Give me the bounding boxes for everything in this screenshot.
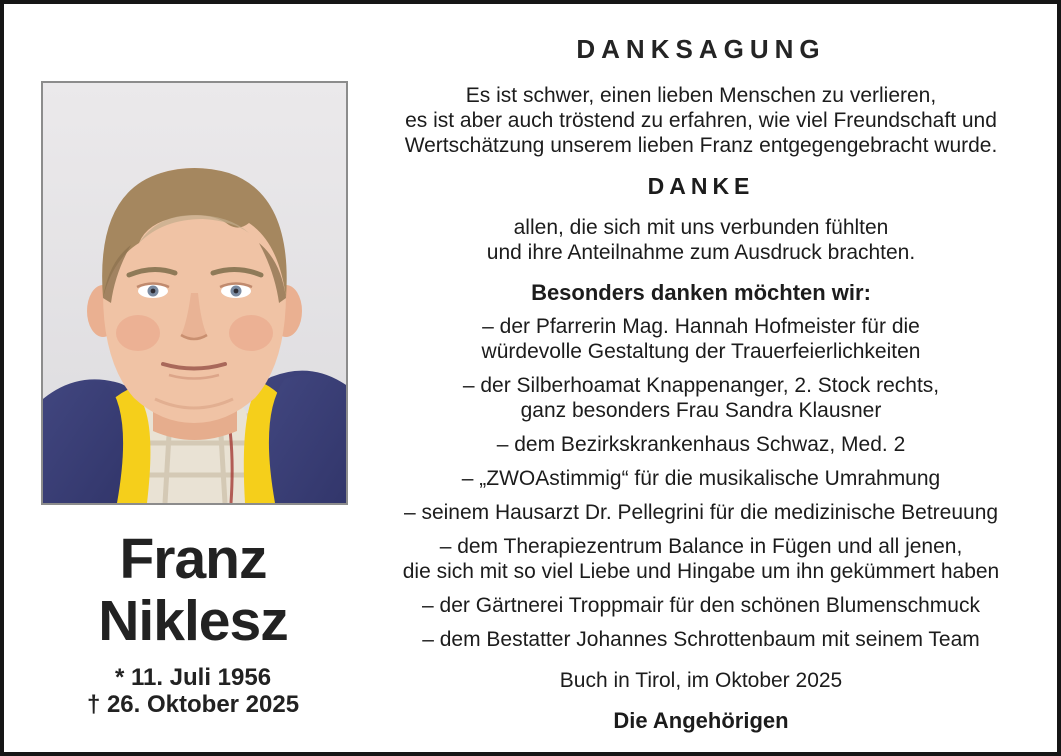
birth-date: * 11. Juli 1956 <box>114 664 272 691</box>
special-thanks-heading: Besonders danken möchten wir: <box>531 280 871 305</box>
thanks-item-line: – der Gärtnerei Troppmair für den schönen Blumenschmuck <box>422 594 980 617</box>
thanks-item-line: – der Silberhoamat Knappenanger, 2. Stock rechts, <box>462 374 940 397</box>
thanks-item <box>371 593 1031 618</box>
intro-line: es ist aber auch tröstend zu erfahren, wie viel Freundschaft und <box>405 109 997 132</box>
thanks-item-line: – „ZWOAstimmig“ für die musikalische Umrahmung <box>461 467 941 490</box>
intro-paragraph <box>371 83 1031 158</box>
thanks-item <box>371 432 1031 457</box>
thanks-item <box>371 627 1031 652</box>
danke-subheading: DANKE <box>647 173 755 199</box>
thanks-item-line: würdevolle Gestaltung der Trauerfeierlichkeiten <box>481 340 921 363</box>
thanks-item <box>371 500 1031 525</box>
signature: Die Angehörigen <box>613 708 789 733</box>
closing-place-date: Buch in Tirol, im Oktober 2025 <box>559 669 843 692</box>
thanks-item-line: die sich mit so viel Liebe und Hingabe um ihn gekümmert haben <box>402 560 1000 583</box>
thanks-item-line: – dem Bezirkskrankenhaus Schwaz, Med. 2 <box>496 433 906 456</box>
death-date: † 26. Oktober 2025 <box>86 691 300 718</box>
danke-line: allen, die sich mit uns verbunden fühlten <box>513 216 889 239</box>
thanks-item <box>371 373 1031 423</box>
thanks-item <box>371 466 1031 491</box>
intro-line: Es ist schwer, einen lieben Menschen zu verlieren, <box>465 84 937 107</box>
life-dates <box>12 664 374 718</box>
thanks-item <box>371 314 1031 364</box>
intro-line: Wertschätzung unserem lieben Franz entgegengebracht wurde. <box>404 134 998 157</box>
portrait-photo <box>41 81 348 505</box>
danksagung-heading: DANKSAGUNG <box>576 34 826 64</box>
thanks-item-line: ganz besonders Frau Sandra Klausner <box>520 399 882 422</box>
announcement-text-column <box>371 4 1031 733</box>
danke-line: und ihre Anteilnahme zum Ausdruck brachten. <box>486 241 916 264</box>
thanks-list <box>371 314 1031 652</box>
thanks-item-line: – seinem Hausarzt Dr. Pellegrini für die medizinische Betreuung <box>403 501 999 524</box>
portrait-illustration <box>43 83 346 503</box>
danke-paragraph <box>371 215 1031 265</box>
deceased-first-name: Franz <box>119 527 267 591</box>
deceased-last-name: Niklesz <box>98 589 288 653</box>
thanks-item <box>371 534 1031 584</box>
thanks-item-line: – der Pfarrerin Mag. Hannah Hofmeister für die <box>482 315 920 338</box>
deceased-name-block <box>12 528 374 718</box>
thanks-item-line: – dem Bestatter Johannes Schrottenbaum mit seinem Team <box>422 628 980 651</box>
thanks-item-line: – dem Therapiezentrum Balance in Fügen und all jenen, <box>439 535 963 558</box>
